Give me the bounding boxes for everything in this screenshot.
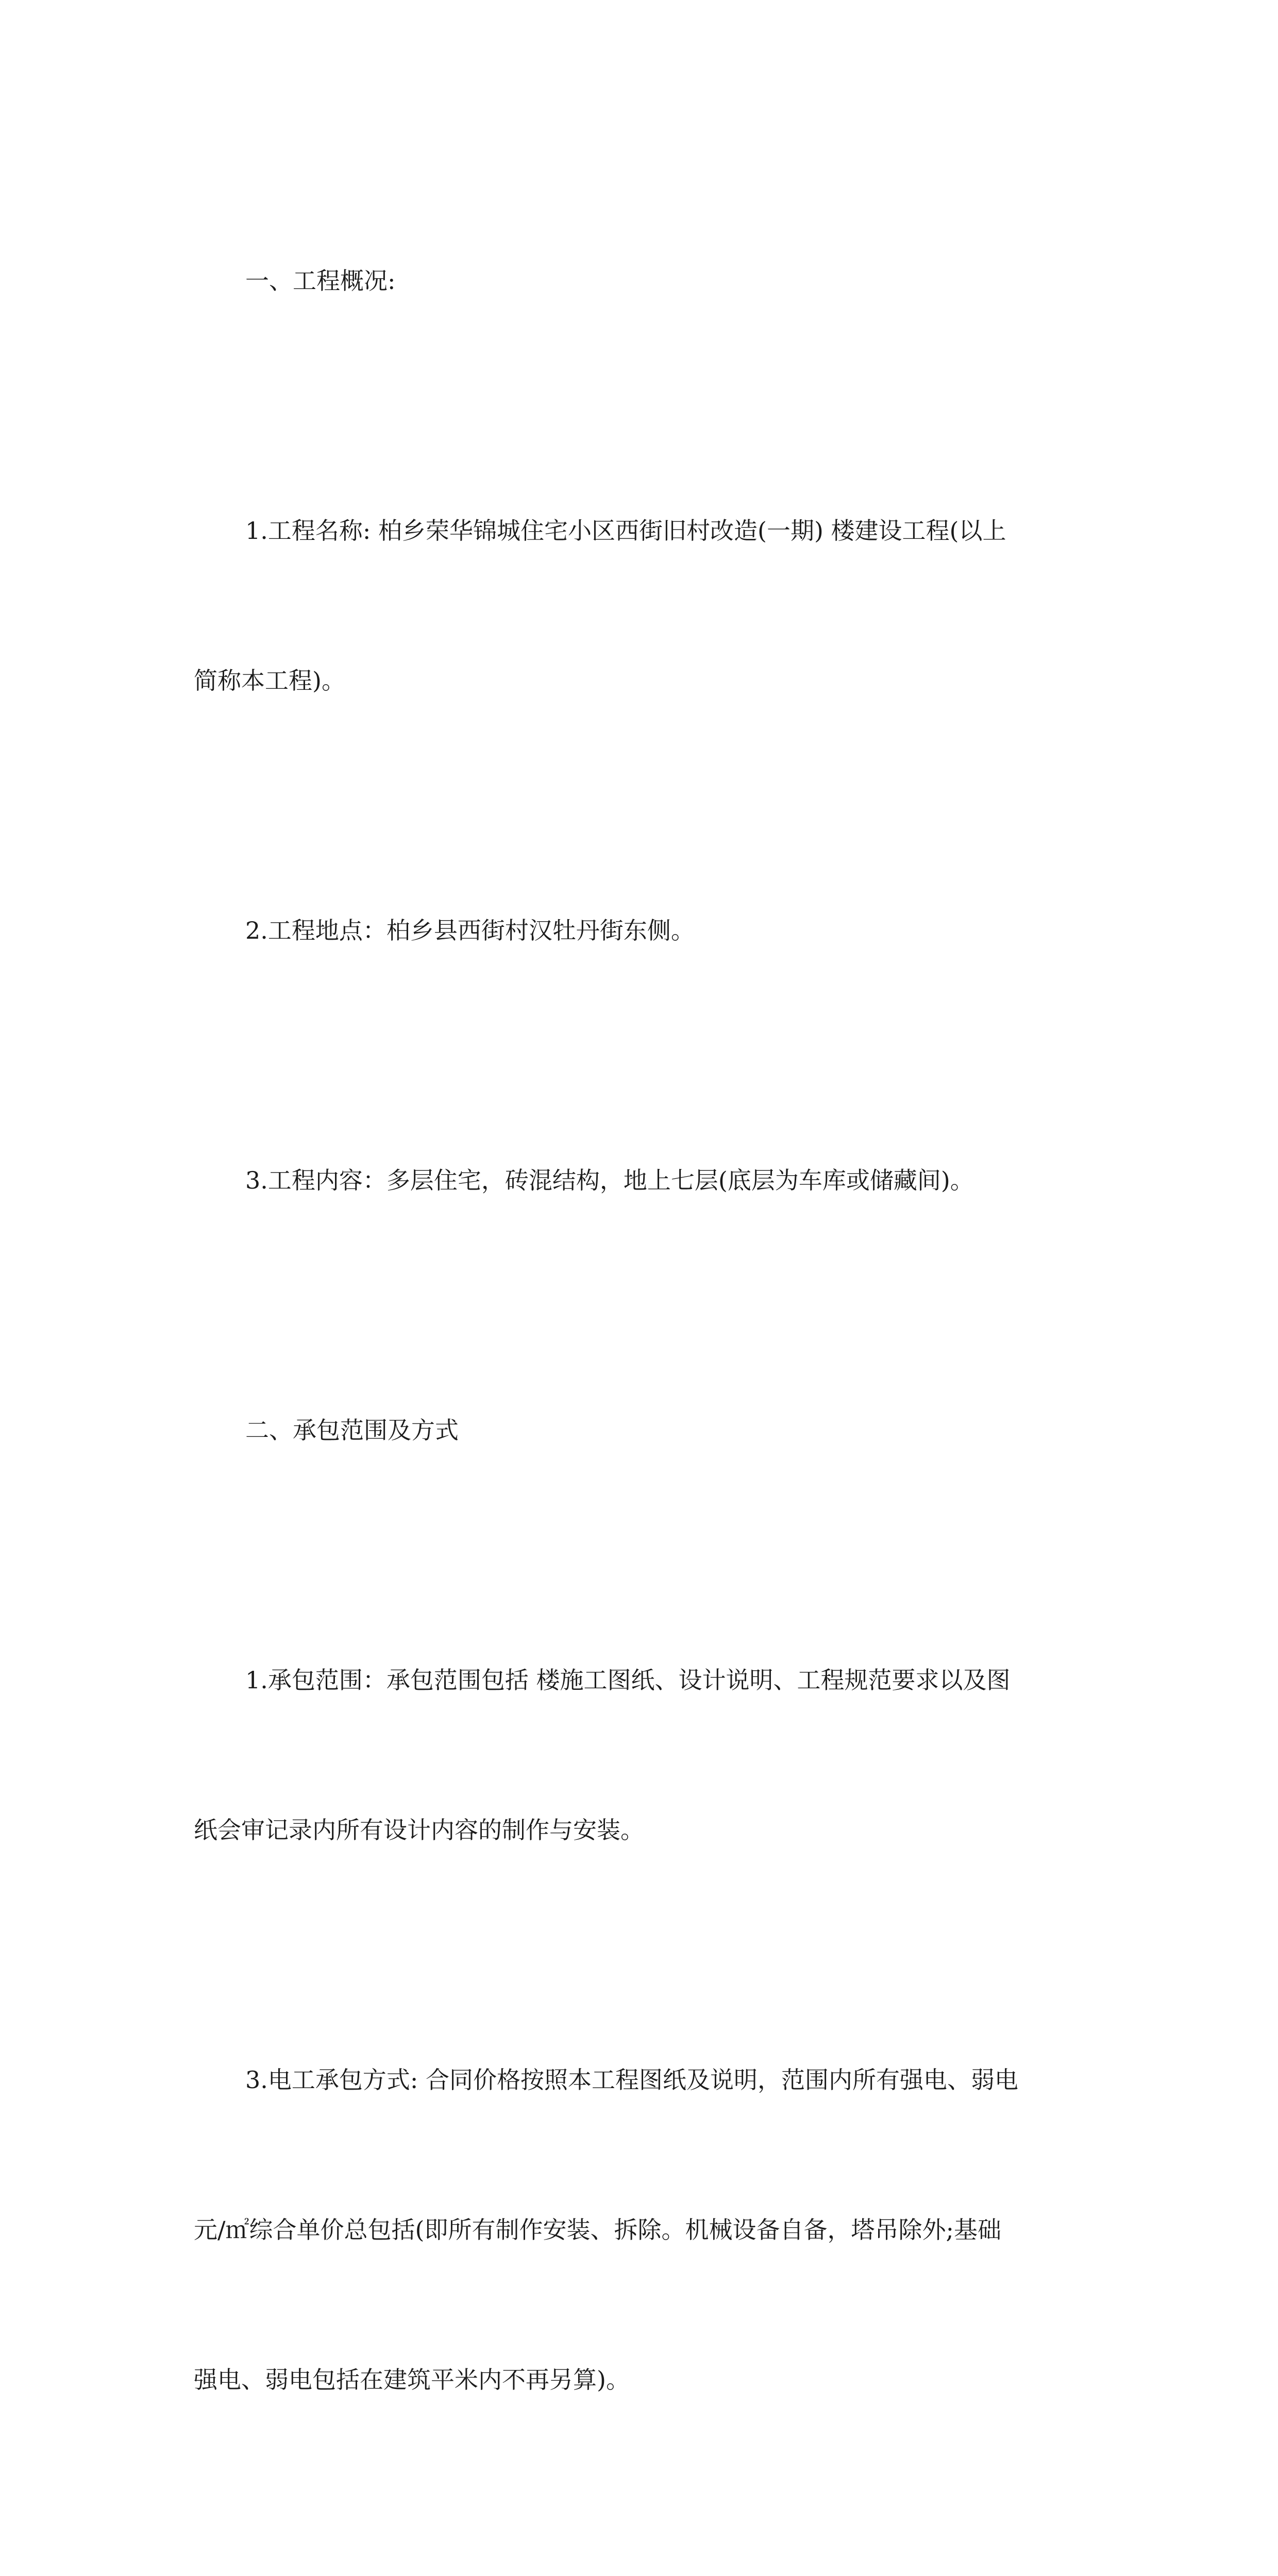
text-line: 纸会审记录内所有设计内容的制作与安装。	[194, 1816, 644, 1844]
section-heading	[194, 1306, 1086, 1555]
text-line: 二、承包范围及方式	[245, 1416, 459, 1444]
document-body	[194, 156, 1086, 2576]
text-line: 元/㎡综合单价总包括(即所有制作安装、拆除。机械设备自备，塔吊除外;基础	[194, 2216, 1001, 2244]
text-line: 1.承包范围：承包范围包括 楼施工图纸、设计说明、工程规范要求以及图	[245, 1666, 1011, 1694]
text-line: 3.工程内容：多层住宅，砖混结构，地上七层(底层为车库或储藏间)。	[245, 1166, 974, 1194]
text-line: 简称本工程)。	[194, 667, 345, 694]
text-line: 1.工程名称: 柏乡荣华锦城住宅小区西街旧村改造(一期) 楼建设工程(以上	[245, 517, 1006, 545]
paragraph	[194, 1955, 1086, 2505]
text-line: 3.电工承包方式: 合同价格按照本工程图纸及说明，范围内所有强电、弱电	[245, 2066, 1019, 2094]
paragraph	[194, 1056, 1086, 1306]
paragraph	[194, 1555, 1086, 1955]
paragraph	[194, 806, 1086, 1056]
paragraph	[194, 406, 1086, 806]
text-line: 2.工程地点：柏乡县西街村汉牡丹街东侧。	[245, 917, 695, 944]
text-line: 强电、弱电包括在建筑平米内不再另算)。	[194, 2366, 630, 2394]
section-heading	[194, 156, 1086, 406]
paragraph	[194, 2505, 1086, 2576]
text-line: 一、工程概况:	[245, 267, 396, 295]
